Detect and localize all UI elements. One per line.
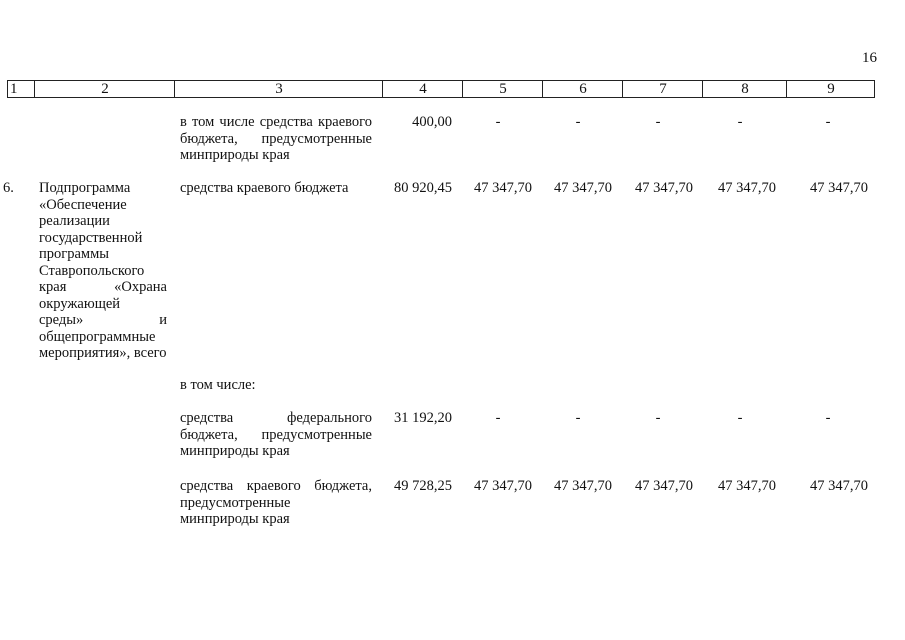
row5-description: средства краевого бюджета, предусмотренные минприроды края bbox=[180, 478, 372, 527]
header-col-1: 1 bbox=[10, 81, 18, 97]
row1-value-col8: - bbox=[737, 114, 743, 130]
row2-name: Подпрограмма «Обеспечение реализации государственной программы Ставропольского края «Охрана окружающей среды» и общепрограммные мероприятия», всего bbox=[39, 180, 167, 361]
header-col-8: 8 bbox=[702, 81, 787, 97]
row1-value-col9: - bbox=[825, 114, 831, 130]
row4-value-col5: - bbox=[495, 410, 501, 426]
row1-value-col6: - bbox=[575, 114, 581, 130]
row2-value-col7: 47 347,70 bbox=[635, 180, 693, 196]
row4-value-col4: 31 192,20 bbox=[394, 410, 452, 426]
row4-value-col8: - bbox=[737, 410, 743, 426]
row4-description: средства федерального бюджета, предусмотренные минприроды края bbox=[180, 410, 372, 459]
header-col-3: 3 bbox=[174, 81, 383, 97]
row5-value-col8: 47 347,70 bbox=[718, 478, 776, 494]
row2-number: 6. bbox=[3, 180, 14, 196]
row4-value-col9: - bbox=[825, 410, 831, 426]
header-col-5: 5 bbox=[462, 81, 543, 97]
row4-value-col6: - bbox=[575, 410, 581, 426]
row5-value-col4: 49 728,25 bbox=[394, 478, 452, 494]
row5-value-col7: 47 347,70 bbox=[635, 478, 693, 494]
row5-value-col5: 47 347,70 bbox=[474, 478, 532, 494]
row4-value-col7: - bbox=[655, 410, 661, 426]
row2-value-col9: 47 347,70 bbox=[810, 180, 868, 196]
row3-description: в том числе: bbox=[180, 377, 256, 393]
header-col-4: 4 bbox=[382, 81, 463, 97]
row5-value-col6: 47 347,70 bbox=[554, 478, 612, 494]
header-col-6: 6 bbox=[542, 81, 623, 97]
header-col-7: 7 bbox=[622, 81, 703, 97]
row5-value-col9: 47 347,70 bbox=[810, 478, 868, 494]
row2-value-col5: 47 347,70 bbox=[474, 180, 532, 196]
row1-value-col5: - bbox=[495, 114, 501, 130]
row2-value-col8: 47 347,70 bbox=[718, 180, 776, 196]
header-col-2: 2 bbox=[34, 81, 175, 97]
table-header bbox=[7, 80, 875, 98]
row2-value-col6: 47 347,70 bbox=[554, 180, 612, 196]
header-col-9: 9 bbox=[786, 81, 875, 97]
row1-description: в том числе средства краевого бюджета, предусмотренные минприроды края bbox=[180, 114, 372, 163]
row1-value-col7: - bbox=[655, 114, 661, 130]
row2-description: средства краевого бюджета bbox=[180, 180, 349, 196]
row2-value-col4: 80 920,45 bbox=[394, 180, 452, 196]
row1-value-col4: 400,00 bbox=[412, 114, 452, 130]
page-number: 16 bbox=[862, 50, 877, 66]
